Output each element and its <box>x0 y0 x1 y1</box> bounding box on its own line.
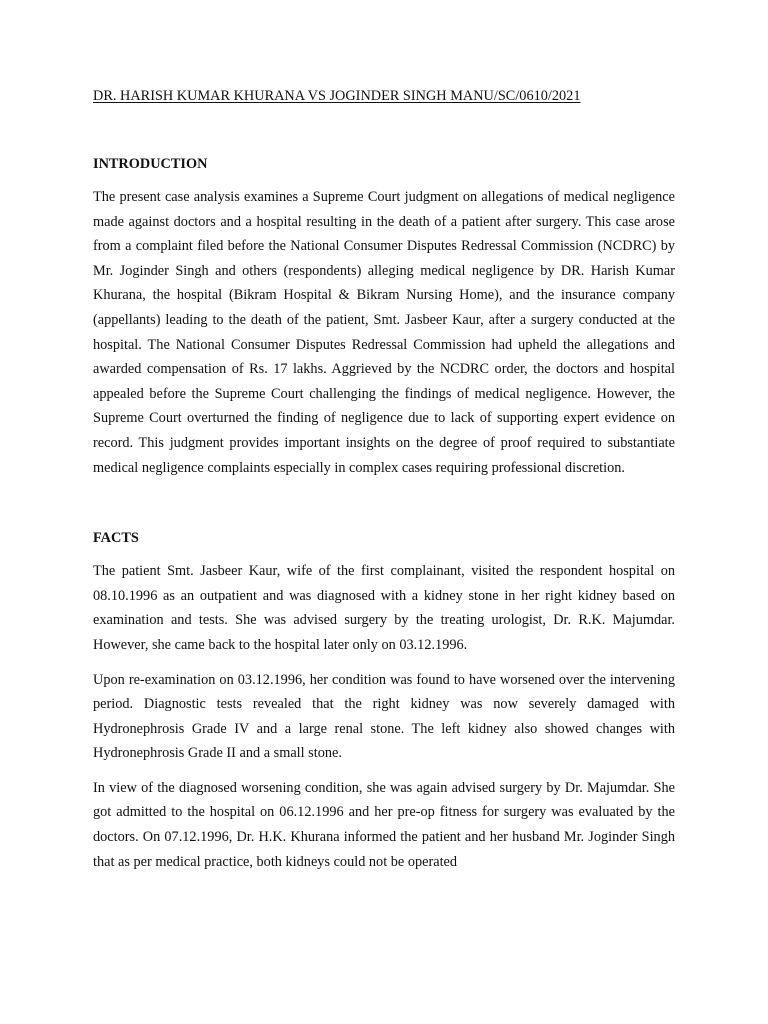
document-page <box>93 86 675 874</box>
facts-paragraph: In view of the diagnosed worsening condition, she was again advised surgery by Dr. Majumdar. She got admitted to the hospital on 06.12.1996 and her pre-op fitness for surgery was evaluated by the doctors. On 07.12.1996, Dr. H.K. Khurana informed the patient and her husband Mr. Joginder Singh that as per medical practice, both kidneys could not be operated <box>93 779 675 870</box>
introduction-section <box>93 154 675 480</box>
facts-section <box>93 528 675 874</box>
introduction-heading: INTRODUCTION <box>93 156 208 172</box>
introduction-paragraph: The present case analysis examines a Supreme Court judgment on allegations of medical negligence made against doctors and a hospital resulting in the death of a patient after surgery. This case arose from a complaint filed before the National Consumer Disputes Redressal Commission (NCDRC) by Mr. Joginder Singh and others (respondents) alleging medical negligence by DR. Harish Kumar Khurana, the hospital (Bikram Hospital & Bikram Nursing Home), and the insurance company (appellants) leading to the death of the patient, Smt. Jasbeer Kaur, after a surgery conducted at the hospital. The National Consumer Disputes Redressal Commission had upheld the allegations and awarded compensation of Rs. 17 lakhs. Aggrieved by the NCDRC order, the doctors and hospital appealed before the Supreme Court challenging the findings of medical negligence. However, the Supreme Court overturned the finding of negligence due to lack of supporting expert evidence on record. This judgment provides important insights on the degree of proof required to substantiate medical negligence complaints especially in complex cases requiring professional discretion. <box>93 189 675 476</box>
facts-paragraph: The patient Smt. Jasbeer Kaur, wife of the first complainant, visited the respondent hospital on 08.10.1996 as an outpatient and was diagnosed with a kidney stone in her right kidney based on examination and tests. She was advised surgery by the treating urologist, Dr. R.K. Majumdar. However, she came back to the hospital later only on 03.12.1996. <box>93 563 675 653</box>
facts-paragraph: Upon re-examination on 03.12.1996, her condition was found to have worsened over the intervening period. Diagnostic tests revealed that the right kidney was now severely damaged with Hydronephrosis Grade IV and a large renal stone. The left kidney also showed changes with Hydronephrosis Grade II and a small stone. <box>93 671 675 762</box>
document-title: DR. HARISH KUMAR KHURANA VS JOGINDER SINGH MANU/SC/0610/2021 <box>93 88 581 104</box>
facts-heading: FACTS <box>93 530 139 547</box>
